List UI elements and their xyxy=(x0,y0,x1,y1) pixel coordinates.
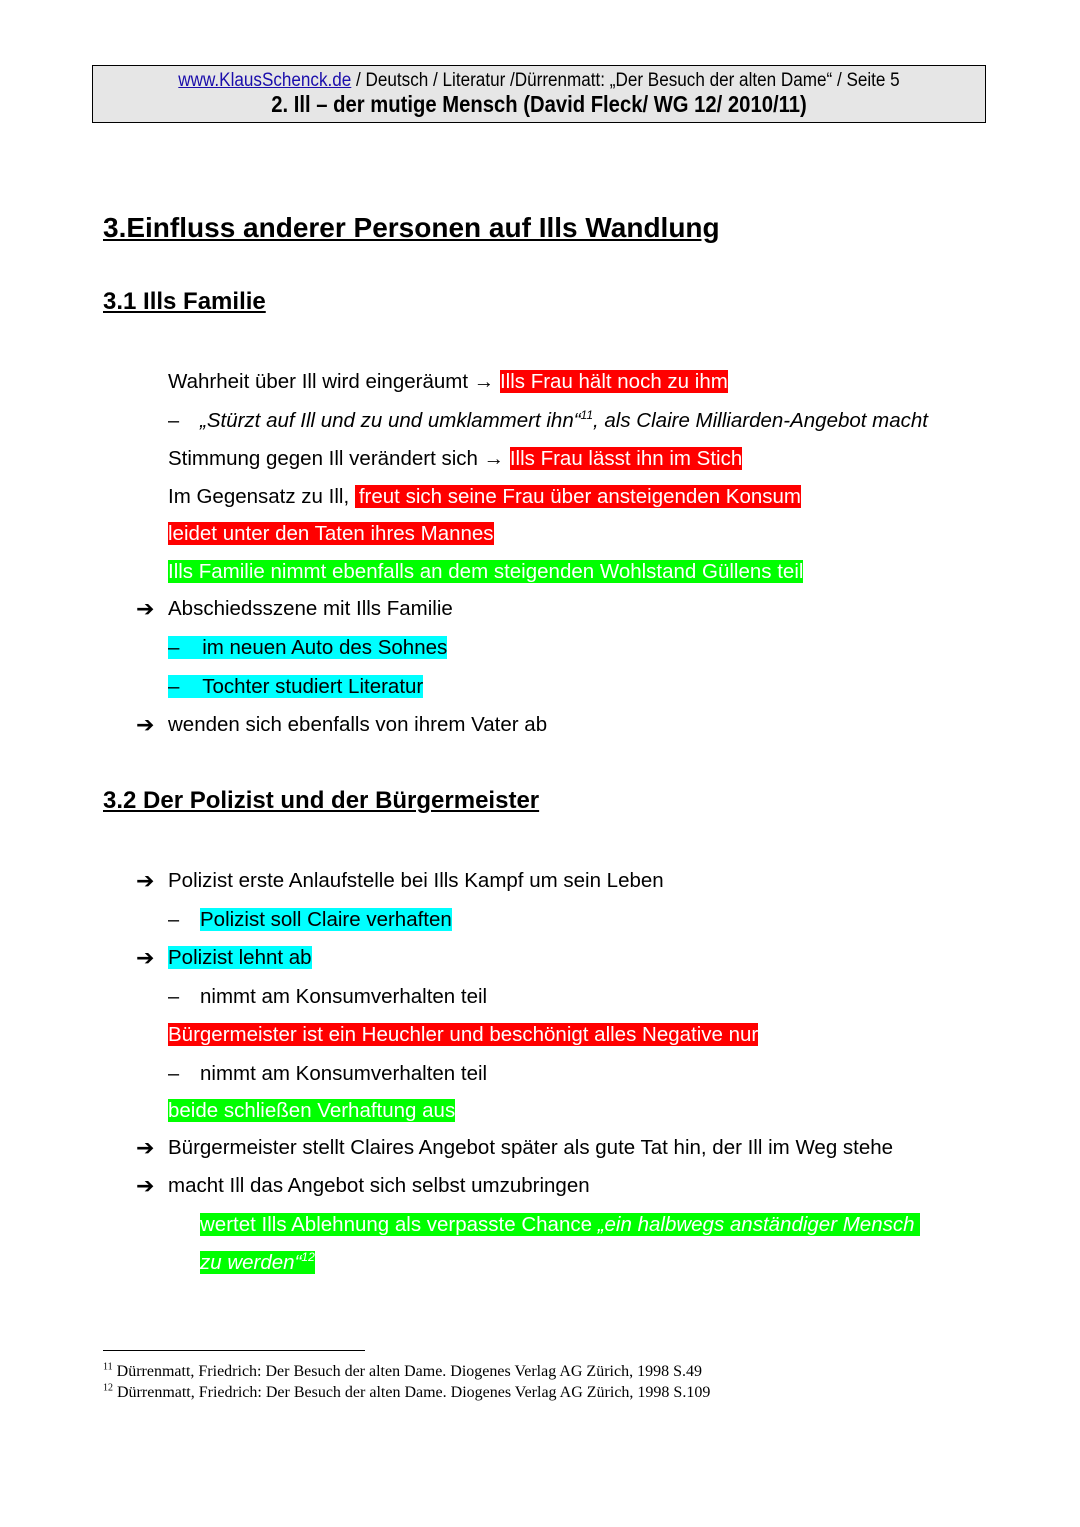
section-3-1-title: 3.1 Ills Familie xyxy=(103,288,266,315)
family-line-4: Im Gegensatz zu Ill, freut sich seine Frau über ansteigenden Konsum xyxy=(168,485,802,508)
page-header xyxy=(92,65,986,123)
family-line-3: Stimmung gegen Ill verändert sich → Ills Frau lässt ihn im Stich xyxy=(168,447,743,470)
arrow-icon: ➔ xyxy=(136,868,155,893)
header-breadcrumb-rest: / Deutsch / Literatur /Dürrenmatt: „Der Besuch der alten Dame“ / Seite 5 xyxy=(351,70,900,91)
footnote-12: $^{12}$ Dürrenmatt, Friedrich: Der Besuch der alten Dame. Diogenes Verlag AG Zürich, 1998 S.109 xyxy=(103,1382,711,1401)
site-link[interactable]: www.KlausSchenck.de xyxy=(178,70,352,91)
arrow-icon: ➔ xyxy=(136,596,155,621)
highlight-green: wertet Ills Ablehnung als verpasste Chance „ein halbwegs anständiger Mensch xyxy=(200,1213,920,1236)
footnote-ref: 11 xyxy=(580,408,594,423)
police-line-9: macht Ill das Angebot sich selbst umzubringen xyxy=(168,1174,590,1197)
police-line-2 xyxy=(200,907,452,933)
police-line-10 xyxy=(200,1212,920,1238)
family-line-2: „Stürzt auf Ill und zu und umklammert ihn“$^{11}$, als Claire Milliarden-Angebot macht xyxy=(200,408,928,432)
highlight-cyan: – im neuen Auto des Sohnes xyxy=(168,636,448,659)
section-3-2-title: 3.2 Der Polizist und der Bürgermeister xyxy=(103,787,540,814)
police-line-11 xyxy=(200,1250,315,1276)
header-subtitle: 2. Ill – der mutige Mensch (David Fleck/ WG 12/ 2010/11) xyxy=(271,91,807,117)
section-3-title: 3.Einfluss anderer Personen auf Ills Wandlung xyxy=(103,212,720,243)
dash-bullet: – xyxy=(168,986,180,1008)
family-line-10: wenden sich ebenfalls von ihrem Vater ab xyxy=(168,713,548,736)
family-line-7: Abschiedsszene mit Ills Familie xyxy=(168,597,453,620)
police-line-4: nimmt am Konsumverhalten teil xyxy=(200,985,488,1008)
highlight-cyan: Polizist soll Claire verhaften xyxy=(200,908,452,931)
highlight-red: Ills Frau hält noch zu ihm xyxy=(499,370,728,393)
highlight-red: freut sich seine Frau über ansteigenden Konsum xyxy=(355,485,801,508)
family-line-5 xyxy=(168,521,494,547)
footnote-divider xyxy=(103,1350,365,1351)
police-line-8: Bürgermeister stellt Claires Angebot später als gute Tat hin, der Ill im Weg stehe xyxy=(168,1136,894,1159)
family-line-9 xyxy=(168,674,423,700)
footnote-ref: 12 xyxy=(301,1250,315,1265)
highlight-cyan: Polizist lehnt ab xyxy=(168,946,312,969)
arrow-icon: ➔ xyxy=(136,712,155,737)
highlight-green: Ills Familie nimmt ebenfalls an dem steigenden Wohlstand Güllens teil xyxy=(168,560,804,583)
highlight-green: beide schließen Verhaftung aus xyxy=(168,1099,456,1122)
dash-bullet: – xyxy=(168,909,180,931)
arrow-icon: ➔ xyxy=(136,1135,155,1160)
dash-bullet: – xyxy=(168,1063,180,1085)
police-line-3 xyxy=(168,945,312,971)
highlight-red: Ills Frau lässt ihn im Stich xyxy=(509,447,743,470)
police-line-5 xyxy=(168,1022,758,1048)
highlight-red: leidet unter den Taten ihres Mannes xyxy=(168,522,494,545)
family-line-8 xyxy=(168,635,447,661)
police-line-7 xyxy=(168,1098,455,1124)
footnote-11: $^{11}$ Dürrenmatt, Friedrich: Der Besuch der alten Dame. Diogenes Verlag AG Zürich, 1998 S.49 xyxy=(103,1361,702,1380)
highlight-cyan: – Tochter studiert Literatur xyxy=(168,675,424,698)
arrow-icon: ➔ xyxy=(136,1173,155,1198)
dash-bullet: – xyxy=(168,410,180,432)
highlight-green: zu werden“$^{12}$ xyxy=(200,1250,315,1274)
arrow-icon: ➔ xyxy=(136,945,155,970)
family-line-6 xyxy=(168,559,803,585)
police-line-1: Polizist erste Anlaufstelle bei Ills Kampf um sein Leben xyxy=(168,869,664,892)
highlight-red: Bürgermeister ist ein Heuchler und beschönigt alles Negative nur xyxy=(168,1023,759,1046)
family-line-1: Wahrheit über Ill wird eingeräumt → Ills Frau hält noch zu ihm xyxy=(168,370,728,393)
police-line-6: nimmt am Konsumverhalten teil xyxy=(200,1062,488,1085)
header-breadcrumb xyxy=(138,71,941,91)
